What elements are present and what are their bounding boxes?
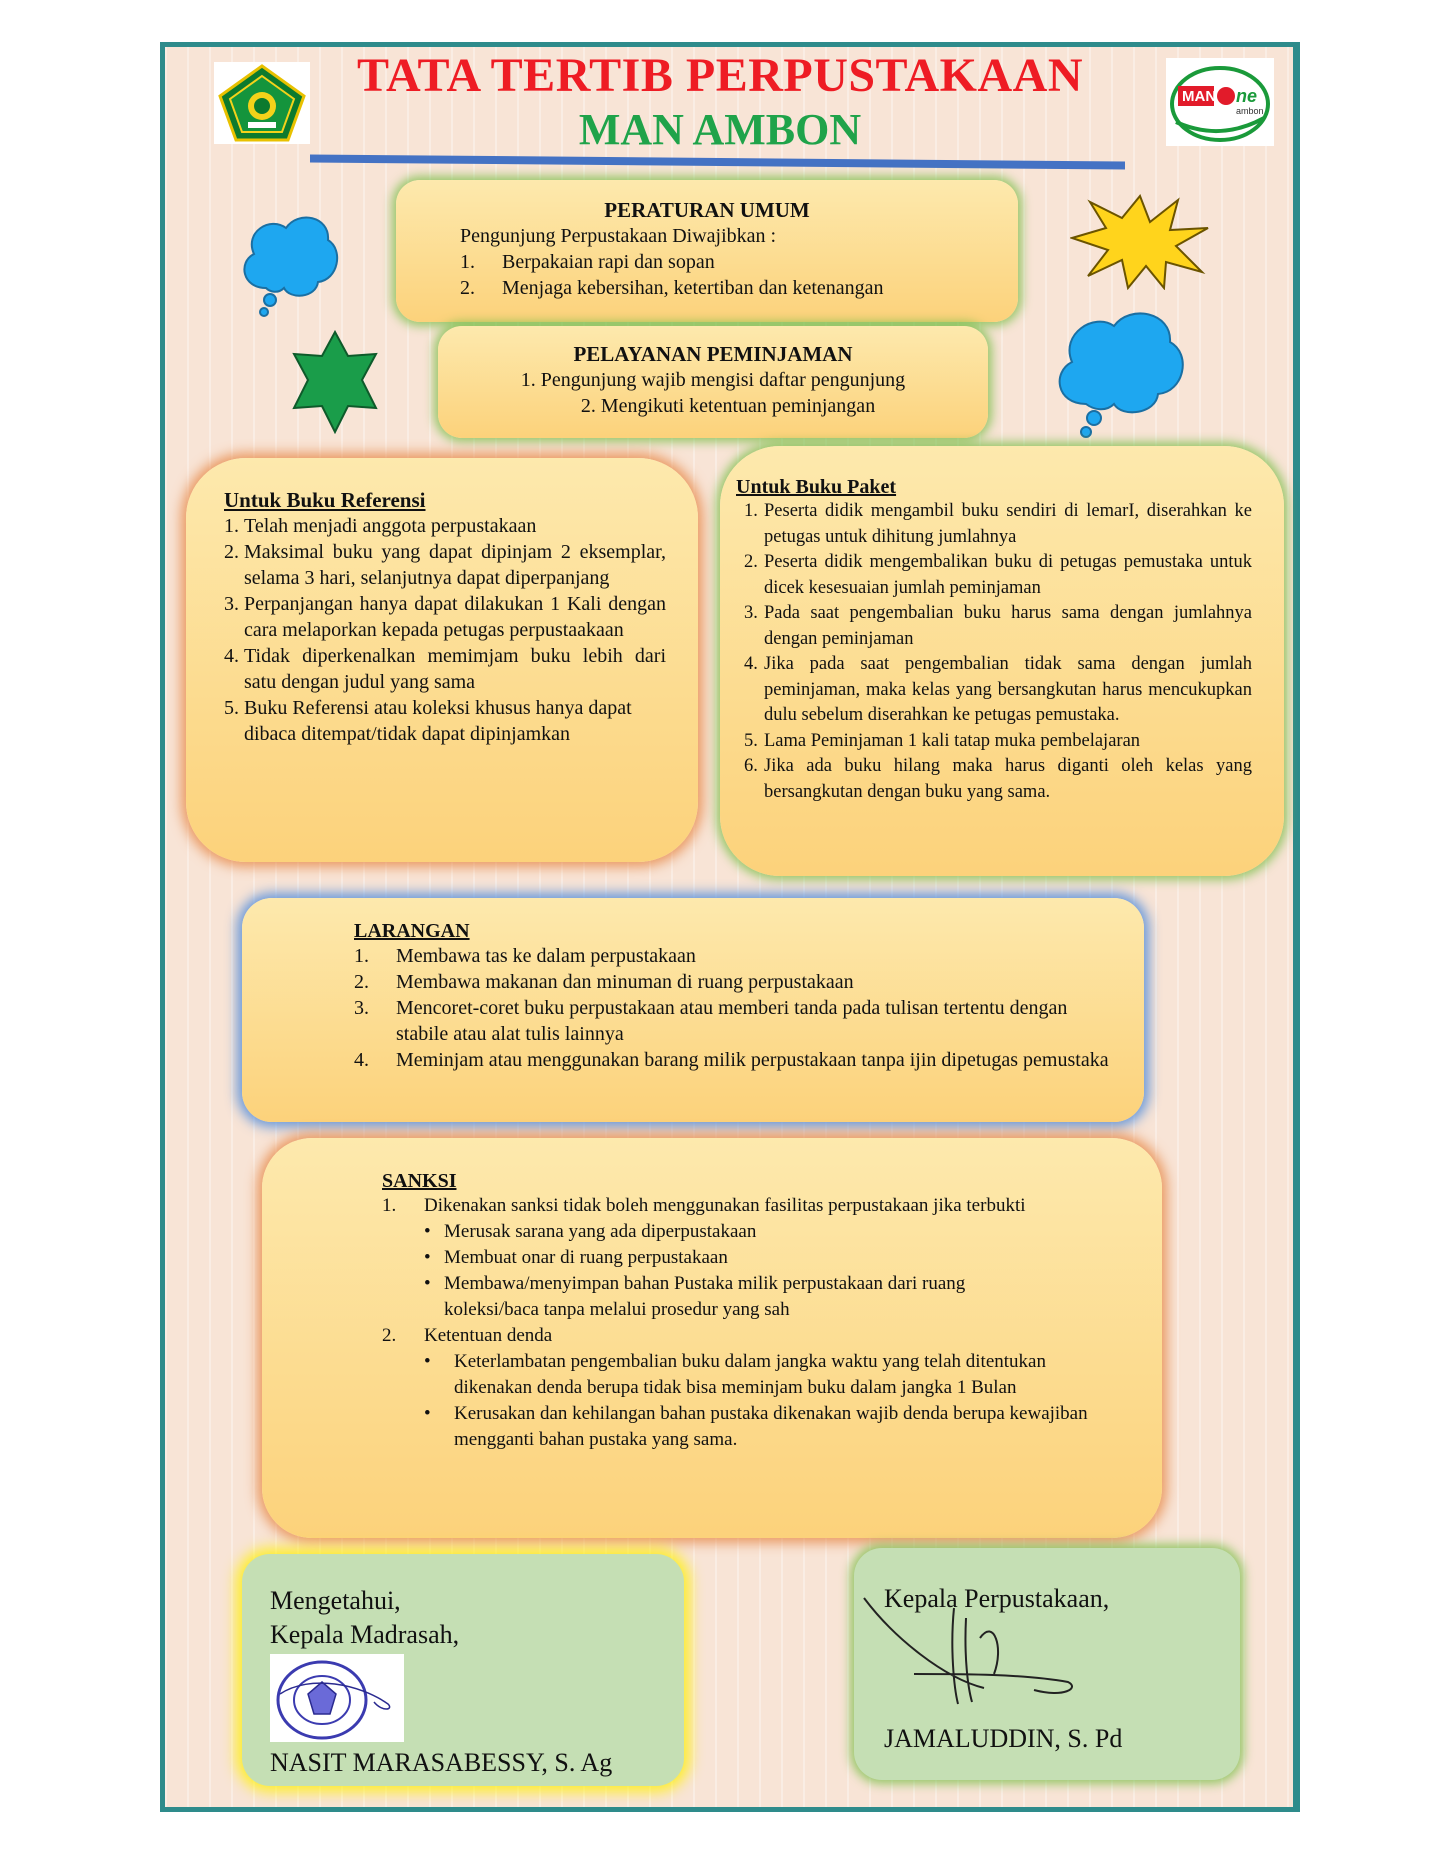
bullet-item: • Merusak sarana yang ada diperpustakaan: [424, 1221, 757, 1242]
signature-left-line1: Mengetahui,: [270, 1586, 401, 1615]
list-item: 4. Tidak diperkenalkan memimjam buku lebih dari satu dengan judul yang sama: [224, 645, 666, 693]
signature-right-box: [854, 1548, 1240, 1780]
list-item: 4. Jika pada saat pengembalian tidak sama dengan jumlah peminjaman, maka kelas yang bersangkutan harus mencukupkan dulu sebelum diserahkan ke petugas pemustaka.: [744, 654, 1252, 725]
bullet-item: • Kerusakan dan kehilangan bahan pustaka dikenakan wajib denda berupa kewajiban mengganti bahan pustaka yang sama.: [424, 1403, 1088, 1450]
list-item: 1. Peserta didik mengambil buku sendiri di lemarI, diserahkan ke petugas untuk dihitung jumlahnya: [744, 501, 1252, 547]
list-item: 6. Jika ada buku hilang maka harus diganti oleh kelas yang bersangkutan dengan buku yang sama.: [744, 756, 1252, 802]
list-item: 2. Peserta didik mengembalikan buku di petugas pemustaka untuk dicek kesesuaian jumlah peminjaman: [744, 552, 1252, 598]
list-item: 2. Menjaga kebersihan, ketertiban dan ketenangan: [460, 277, 884, 299]
man-logo-text: MAN: [1182, 88, 1217, 105]
list-item: 2. Mengikuti ketentuan peminjangan: [580, 395, 876, 417]
bullet-item: • Membawa/menyimpan bahan Pustaka milik perpustakaan dari ruang koleksi/baca tanpa melalui prosedur yang sah: [424, 1273, 966, 1320]
official-stamp-icon: [270, 1654, 404, 1742]
bullet-item: • Membuat onar di ruang perpustakaan: [424, 1247, 728, 1268]
list-item: 1. Pengunjung wajib mengisi daftar pengunjung: [520, 369, 906, 391]
sanksi-box: [262, 1138, 1162, 1538]
man-logo-suffix: ne: [1236, 86, 1258, 106]
list-item: 1. Dikenakan sanksi tidak boleh menggunakan fasilitas perpustakaan jika terbukti: [382, 1195, 1026, 1216]
paket-box: [720, 446, 1284, 876]
kemenag-emblem-icon: [214, 62, 310, 144]
list-item: 2. Membawa makanan dan minuman di ruang perpustakaan: [354, 971, 854, 993]
peraturan-umum-intro: Pengunjung Perpustakaan Diwajibkan :: [460, 225, 777, 247]
list-item: 5. Lama Peminjaman 1 kali tatap muka pembelajaran: [744, 730, 1141, 751]
list-item: 5. Buku Referensi atau koleksi khusus hanya dapat dibaca ditempat/tidak dapat dipinjamkan: [224, 697, 632, 745]
list-item: 4. Meminjam atau menggunakan barang milik perpustakaan tanpa ijin dipetugas pemustaka: [354, 1049, 1109, 1071]
bullet-item: • Keterlambatan pengembalian buku dalam jangka waktu yang telah ditentukan dikenakan denda berupa tidak bisa meminjam buku dalam jangka 1 Bulan: [424, 1351, 1046, 1398]
cloud-right-icon: [1052, 306, 1192, 444]
signature-left-box: [242, 1554, 684, 1786]
signature-left-line2: Kepala Madrasah,: [270, 1620, 460, 1649]
list-item: 1. Membawa tas ke dalam perpustakaan: [354, 945, 696, 967]
list-item: 3. Mencoret-coret buku perpustakaan atau memberi tanda pada tulisan tertentu dengan stabile atau alat tulis lainnya: [354, 997, 1068, 1045]
paket-title: Untuk Buku Paket: [736, 476, 897, 498]
pelayanan-title: PELAYANAN PEMINJAMAN: [573, 342, 853, 366]
cloud-left-icon: [236, 210, 344, 322]
pelayanan-box: [438, 326, 988, 438]
list-item: 1. Berpakaian rapi dan sopan: [460, 251, 715, 273]
larangan-title: LARANGAN: [354, 920, 470, 942]
title-line1: TATA TERTIB PERPUSTAKAAN: [357, 49, 1083, 102]
list-item: 1. Telah menjadi anggota perpustakaan: [224, 515, 537, 537]
list-item: 2. Maksimal buku yang dapat dipinjam 2 eksemplar, selama 3 hari, selanjutnya dapat diperpanjang: [224, 541, 666, 589]
list-item: 3. Perpanjangan hanya dapat dilakukan 1 Kali dengan cara melaporkan kepada petugas perpustaakaan: [224, 593, 666, 641]
kemenag-logo: [214, 62, 310, 144]
official-stamp: [270, 1654, 404, 1742]
peraturan-umum-title: PERATURAN UMUM: [604, 198, 810, 222]
signature-right-name: JAMALUDDIN, S. Pd: [884, 1724, 1123, 1753]
signature-left-name: NASIT MARASABESSY, S. Ag: [270, 1748, 613, 1777]
man-logo-caption: ambon: [1236, 106, 1264, 116]
list-item: 3. Pada saat pengembalian buku harus sama dengan jumlahnya dengan peminjaman: [744, 603, 1252, 649]
signature-right-line1: Kepala Perpustakaan,: [884, 1584, 1110, 1613]
starburst-icon: [1070, 194, 1210, 290]
green-star-icon: [292, 330, 378, 434]
list-item: 2. Ketentuan denda: [382, 1325, 553, 1346]
larangan-box: [242, 898, 1144, 1122]
referensi-box: [186, 458, 698, 862]
referensi-title: Untuk Buku Referensi: [224, 488, 426, 512]
handwritten-signature-icon: [854, 1578, 1094, 1718]
title-line2: MAN AMBON: [578, 105, 862, 154]
man-one-logo: [1166, 58, 1274, 146]
peraturan-umum-box: [396, 180, 1018, 322]
sanksi-title: SANKSI: [382, 1170, 457, 1192]
